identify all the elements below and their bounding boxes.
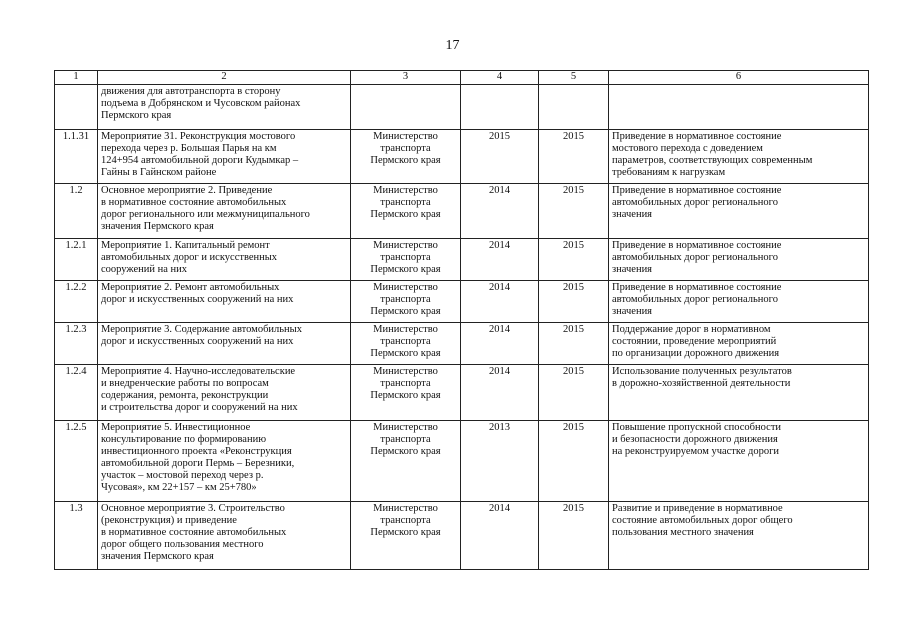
end-year-cell: 2015 [539, 184, 609, 239]
header-cell: 2 [98, 71, 351, 85]
activity-description-cell: Мероприятие 2. Ремонт автомобильных дорог и искусственных сооружений на них [98, 281, 351, 323]
activity-description-cell: Мероприятие 1. Капитальный ремонт автомобильных дорог и искусственных сооружений на них [98, 239, 351, 281]
row-number-cell: 1.2.5 [55, 421, 98, 502]
start-year-cell: 2013 [461, 421, 539, 502]
start-year-cell: 2015 [461, 130, 539, 184]
activity-description-cell: Основное мероприятие 3. Строительство (реконструкция) и приведение в нормативное состояние автомобильных дорог общего пользования местного значения Пермского края [98, 502, 351, 570]
table-row [55, 502, 869, 570]
table-row [55, 365, 869, 421]
page-number: 17 [445, 38, 460, 53]
table-row [55, 184, 869, 239]
header-cell: 1 [55, 71, 98, 85]
expected-result-cell: Использование полученных результатов в дорожно-хозяйственной деятельности [609, 365, 869, 421]
row-number-cell: 1.2.4 [55, 365, 98, 421]
end-year-cell: 2015 [539, 239, 609, 281]
end-year-cell: 2015 [539, 281, 609, 323]
end-year-cell: 2015 [539, 421, 609, 502]
table-row [55, 85, 869, 130]
expected-result-cell: Приведение в нормативное состояние мостового перехода с доведением параметров, соответствующих современным требованиям к нагрузкам [609, 130, 869, 184]
activity-description-cell: Основное мероприятие 2. Приведение в нормативное состояние автомобильных дорог регионального или межмуниципального значения Пермского края [98, 184, 351, 239]
end-year-cell: 2015 [539, 365, 609, 421]
table-row [55, 421, 869, 502]
activity-description-cell: Мероприятие 31. Реконструкция мостового перехода через р. Большая Парья на км 124+954 автомобильной дороги Кудымкар – Гайны в Гайнском районе [98, 130, 351, 184]
end-year-cell: 2015 [539, 502, 609, 570]
start-year-cell: 2014 [461, 323, 539, 365]
row-number-cell: 1.3 [55, 502, 98, 570]
row-number-cell [55, 85, 98, 130]
end-year-cell: 2015 [539, 130, 609, 184]
header-cell: 3 [351, 71, 461, 85]
row-number-cell: 1.2.3 [55, 323, 98, 365]
activity-description-cell: Мероприятие 4. Научно-исследовательские и внедренческие работы по вопросам содержания, ремонта, реконструкции и строительства дорог и сооружений на них [98, 365, 351, 421]
responsible-executor-cell: Министерство транспорта Пермского края [351, 130, 461, 184]
row-number-cell: 1.2.2 [55, 281, 98, 323]
responsible-executor-cell: Министерство транспорта Пермского края [351, 281, 461, 323]
start-year-cell [461, 85, 539, 130]
responsible-executor-cell: Министерство транспорта Пермского края [351, 239, 461, 281]
responsible-executor-cell [351, 85, 461, 130]
responsible-executor-cell: Министерство транспорта Пермского края [351, 502, 461, 570]
header-cell: 5 [539, 71, 609, 85]
end-year-cell [539, 85, 609, 130]
expected-result-cell [609, 85, 869, 130]
responsible-executor-cell: Министерство транспорта Пермского края [351, 421, 461, 502]
end-year-cell: 2015 [539, 323, 609, 365]
table-row [55, 323, 869, 365]
header-cell: 4 [461, 71, 539, 85]
expected-result-cell: Приведение в нормативное состояние автомобильных дорог регионального значения [609, 239, 869, 281]
responsible-executor-cell: Министерство транспорта Пермского края [351, 365, 461, 421]
row-number-cell: 1.1.31 [55, 130, 98, 184]
start-year-cell: 2014 [461, 502, 539, 570]
table-row [55, 239, 869, 281]
row-number-cell: 1.2.1 [55, 239, 98, 281]
activity-description-cell: Мероприятие 3. Содержание автомобильных дорог и искусственных сооружений на них [98, 323, 351, 365]
row-number-cell: 1.2 [55, 184, 98, 239]
responsible-executor-cell: Министерство транспорта Пермского края [351, 323, 461, 365]
table-row [55, 281, 869, 323]
expected-result-cell: Поддержание дорог в нормативном состоянии, проведение мероприятий по организации дорожного движения [609, 323, 869, 365]
expected-result-cell: Развитие и приведение в нормативное состояние автомобильных дорог общего пользования местного значения [609, 502, 869, 570]
start-year-cell: 2014 [461, 281, 539, 323]
expected-result-cell: Приведение в нормативное состояние автомобильных дорог регионального значения [609, 281, 869, 323]
responsible-executor-cell: Министерство транспорта Пермского края [351, 184, 461, 239]
expected-result-cell: Приведение в нормативное состояние автомобильных дорог регионального значения [609, 184, 869, 239]
start-year-cell: 2014 [461, 365, 539, 421]
activity-description-cell: Мероприятие 5. Инвестиционное консультирование по формированию инвестиционного проекта «Реконструкция автомобильной дороги Пермь – Березники, участок – мостовой переход через р. Чусовая», км 22+157 – км 25+780» [98, 421, 351, 502]
activity-description-cell: движения для автотранспорта в сторону подъема в Добрянском и Чусовском районах Пермского края [98, 85, 351, 130]
expected-result-cell: Повышение пропускной способности и безопасности дорожного движения на реконструируемом участке дороги [609, 421, 869, 502]
start-year-cell: 2014 [461, 239, 539, 281]
header-cell: 6 [609, 71, 869, 85]
start-year-cell: 2014 [461, 184, 539, 239]
table-row [55, 130, 869, 184]
program-table [54, 70, 869, 570]
table-header-row [55, 71, 869, 85]
